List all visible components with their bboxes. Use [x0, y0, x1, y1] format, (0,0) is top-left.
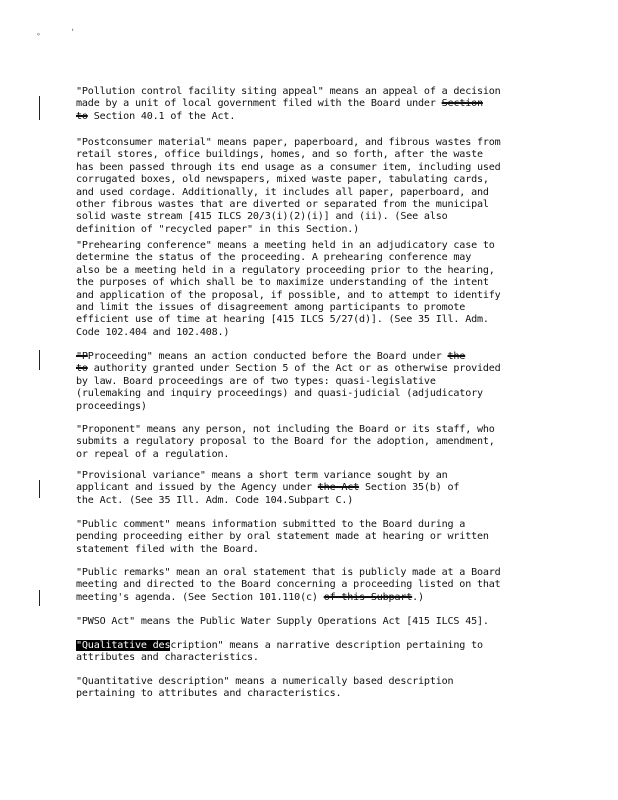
- text-segment: (rulemaking and inquiry proceedings) and quasi-judicial (adjudicatory: [76, 388, 483, 400]
- text-line: [76, 640, 536, 652]
- text-line: [76, 436, 536, 448]
- text-segment: other fibrous wastes that are diverted or separated from the municipal: [76, 199, 489, 211]
- text-line: [76, 211, 536, 223]
- text-line: [76, 290, 536, 302]
- text-segment: efficient use of time at hearing [415 ILCS 5/27(d)]. (See 35 Ill. Adm.: [76, 314, 489, 326]
- scan-speck: ʼ: [70, 28, 75, 37]
- text-line: [76, 137, 536, 149]
- revision-bar: [39, 590, 40, 606]
- text-segment: the Act. (See 35 Ill. Adm. Code 104.Subpart C.): [76, 494, 354, 506]
- text-segment: "Provisional variance" means a short term variance sought by an: [76, 470, 448, 481]
- text-segment: definition of "recycled paper" in this Section.): [76, 223, 360, 235]
- text-segment: Code 102.404 and 102.408.): [76, 326, 230, 338]
- text-line: [76, 376, 536, 388]
- text-line: [76, 424, 536, 436]
- text-line: [76, 302, 536, 314]
- definition-paragraph: [76, 616, 536, 628]
- text-segment: retail stores, office buildings, homes, and so forth, after the waste: [76, 149, 483, 161]
- struck-text: to: [76, 110, 88, 122]
- text-segment: meeting and directed to the Board concerning a proceeding listed on that: [76, 579, 501, 591]
- definition-paragraph: [76, 137, 536, 236]
- text-segment: and used cordage. Additionally, it includes all paper, paperboard, and: [76, 186, 489, 198]
- text-line: [76, 616, 536, 628]
- text-segment: meeting's agenda. (See Section 101.110(c): [76, 591, 324, 603]
- text-segment: "Proponent" means any person, not including the Board or its staff, who: [76, 424, 495, 435]
- revision-bar: [39, 96, 40, 120]
- definition-paragraph: [76, 240, 536, 339]
- text-segment: statement filed with the Board.: [76, 543, 259, 555]
- text-line: [76, 688, 536, 700]
- text-line: [76, 187, 536, 199]
- text-segment: Section 35(b) of: [359, 482, 460, 494]
- struck-text: the Act: [317, 482, 360, 494]
- definition-paragraph: [76, 640, 536, 665]
- text-segment: submits a regulatory proposal to the Board for the adoption, amendment,: [76, 436, 495, 448]
- struck-text: to: [76, 363, 88, 375]
- text-line: [76, 449, 536, 461]
- text-segment: also be a meeting held in a regulatory proceeding prior to the hearing,: [76, 264, 495, 276]
- text-line: [76, 401, 536, 413]
- text-line: [76, 327, 536, 339]
- text-segment: determine the status of the proceeding. A prehearing conference may: [76, 252, 472, 264]
- text-line: [76, 388, 536, 400]
- text-line: [76, 482, 536, 494]
- text-segment: "PWSO Act" means the Public Water Supply Operations Act [415 ILCS 45].: [76, 616, 489, 627]
- text-line: [76, 224, 536, 236]
- text-segment: has been passed through its end usage as a consumer item, including used: [76, 161, 501, 173]
- text-line: [76, 652, 536, 664]
- text-line: [76, 363, 536, 375]
- text-segment: and limit the issues of disagreement among participants to promote: [76, 302, 466, 314]
- text-segment: proceedings): [76, 400, 147, 412]
- text-segment: Section 40.1 of the Act.: [87, 110, 236, 122]
- text-segment: .): [412, 591, 424, 603]
- revision-bar: [39, 350, 40, 370]
- struck-text: of this Subpart: [323, 591, 413, 603]
- definition-paragraph: [76, 470, 536, 507]
- text-line: [76, 544, 536, 556]
- definition-paragraph: [76, 86, 536, 123]
- definition-paragraph: [76, 567, 536, 604]
- struck-text: the: [447, 351, 466, 362]
- text-segment: authority granted under Section 5 of the Act or as otherwise provided: [87, 363, 501, 375]
- text-line: [76, 277, 536, 289]
- text-segment: cription" means a narrative description pertaining to: [170, 640, 483, 651]
- definition-paragraph: [76, 519, 536, 556]
- text-segment: corrugated boxes, old newspapers, mixed waste paper, tabulating cards,: [76, 174, 489, 186]
- scan-speck: °: [36, 32, 41, 41]
- text-line: [76, 676, 536, 688]
- text-line: [76, 162, 536, 174]
- text-line: [76, 86, 536, 98]
- text-segment: "Prehearing conference" means a meeting held in an adjudicatory case to: [76, 240, 495, 251]
- text-line: [76, 519, 536, 531]
- definition-paragraph: [76, 351, 536, 413]
- text-segment: or repeal of a regulation.: [76, 448, 230, 460]
- highlighted-text: "Qualitative des: [76, 640, 171, 651]
- text-segment: "Quantitative description" means a numerically based description: [76, 676, 454, 687]
- text-line: [76, 470, 536, 482]
- text-line: [76, 174, 536, 186]
- text-segment: made by a unit of local government filed with the Board under: [76, 98, 442, 110]
- text-line: [76, 567, 536, 579]
- struck-text: "P: [76, 351, 88, 362]
- text-segment: applicant and issued by the Agency under: [76, 482, 318, 494]
- text-line: [76, 495, 536, 507]
- text-segment: and application of the proposal, if possible, and to attempt to identify: [76, 289, 501, 301]
- text-line: [76, 252, 536, 264]
- text-segment: Proceeding" means an action conducted before the Board under: [87, 351, 448, 362]
- text-segment: "Public remarks" mean an oral statement that is publicly made at a Board: [76, 567, 501, 578]
- text-segment: attributes and characteristics.: [76, 652, 259, 664]
- text-line: [76, 351, 536, 363]
- text-segment: pertaining to attributes and characteristics.: [76, 688, 342, 700]
- text-line: [76, 314, 536, 326]
- text-line: [76, 531, 536, 543]
- text-line: [76, 592, 536, 604]
- text-segment: pending proceeding either by oral statement made at hearing or written: [76, 531, 489, 543]
- text-line: [76, 265, 536, 277]
- text-line: [76, 199, 536, 211]
- text-line: [76, 579, 536, 591]
- text-segment: the purposes of which shall be to maximize understanding of the intent: [76, 277, 489, 289]
- text-segment: by law. Board proceedings are of two types: quasi-legislative: [76, 375, 436, 387]
- text-line: [76, 149, 536, 161]
- text-segment: solid waste stream [415 ILCS 20/3(i)(2)(i)] and (ii). (See also: [76, 211, 448, 223]
- text-segment: "Public comment" means information submitted to the Board during a: [76, 519, 466, 530]
- text-line: [76, 98, 536, 110]
- revision-bar: [39, 480, 40, 498]
- text-line: [76, 111, 536, 123]
- text-line: [76, 240, 536, 252]
- definition-paragraph: [76, 424, 536, 461]
- text-segment: "Postconsumer material" means paper, paperboard, and fibrous wastes from: [76, 137, 501, 148]
- text-segment: "Pollution control facility siting appeal" means an appeal of a decision: [76, 86, 501, 97]
- struck-text: Section: [441, 98, 483, 110]
- definition-paragraph: [76, 676, 536, 701]
